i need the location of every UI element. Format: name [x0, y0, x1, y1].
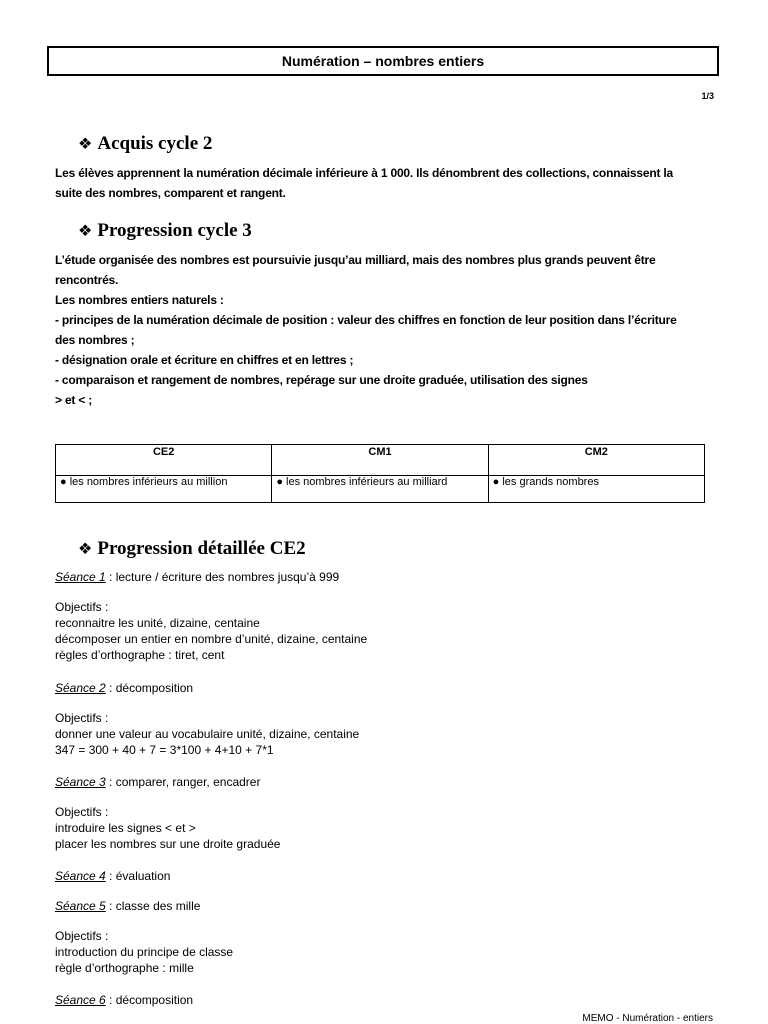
seance-text: : évaluation	[105, 869, 171, 883]
objectifs-label: Objectifs :	[55, 600, 109, 614]
paragraph-line: Les nombres entiers naturels :	[55, 293, 224, 307]
seance-label: Séance 2	[55, 681, 106, 695]
seance-5	[55, 898, 200, 914]
document-title: Numération – nombres entiers	[47, 46, 719, 76]
objectif-item: règle d’orthographe : mille	[55, 961, 194, 975]
seance-text: : comparer, ranger, encadrer	[105, 775, 261, 789]
diamond-bullet-icon: ❖	[78, 136, 93, 153]
paragraph-line: L’étude organisée des nombres est poursuivie jusqu’au milliard, mais des nombres plus grands peuvent être	[55, 253, 656, 267]
objectif-item: introduction du principe de classe	[55, 945, 234, 959]
table-cell-cm1: ● les nombres inférieurs au milliard	[272, 476, 488, 503]
paragraph-line: des nombres ;	[55, 333, 135, 347]
table-header-cm2: CM2	[488, 445, 704, 476]
objectif-item: reconnaitre les unité, dizaine, centaine	[55, 616, 260, 630]
seance-text: : lecture / écriture des nombres jusqu’à 999	[105, 570, 340, 584]
paragraph-line: rencontrés.	[55, 273, 119, 287]
table-cell-ce2: ● les nombres inférieurs au million	[56, 476, 272, 503]
seance-label: Séance 1	[55, 570, 106, 584]
table-header-ce2: CE2	[56, 445, 272, 476]
heading-progression-cycle-3	[78, 220, 252, 242]
table-header-cm1: CM1	[272, 445, 488, 476]
paragraph-line: > et < ;	[55, 393, 93, 407]
seance-label: Séance 3	[55, 775, 106, 789]
progression-table	[55, 444, 705, 503]
seance-label: Séance 4	[55, 869, 106, 883]
acquis-paragraph	[55, 163, 715, 203]
seance-6	[55, 992, 193, 1008]
seance-3	[55, 774, 260, 790]
seance-text: : décomposition	[105, 681, 194, 695]
table-cell-cm2: ● les grands nombres	[488, 476, 704, 503]
seance-4	[55, 868, 170, 884]
diamond-bullet-icon: ❖	[78, 541, 93, 558]
seance-label: Séance 5	[55, 899, 106, 913]
progression-paragraph	[55, 250, 715, 410]
paragraph-line: suite des nombres, comparent et rangent.	[55, 186, 286, 200]
heading-progression-detaillee-ce2	[78, 538, 306, 560]
table-header-row	[56, 445, 705, 476]
paragraph-line: - désignation orale et écriture en chiffres et en lettres ;	[55, 353, 354, 367]
objectif-item: règles d’orthographe : tiret, cent	[55, 648, 225, 662]
seance-2	[55, 680, 193, 696]
objectifs-label: Objectifs :	[55, 929, 109, 943]
objectifs-block-3	[55, 804, 280, 852]
objectifs-label: Objectifs :	[55, 711, 109, 725]
objectif-item: placer les nombres sur une droite graduée	[55, 837, 281, 851]
seance-text: : décomposition	[105, 993, 194, 1007]
paragraph-line: Les élèves apprennent la numération décimale inférieure à 1 000. Ils dénombrent des collections, connaissent la	[55, 166, 674, 180]
objectif-item: donner une valeur au vocabulaire unité, dizaine, centaine	[55, 727, 360, 741]
heading-text: Acquis cycle 2	[97, 133, 213, 154]
heading-text: Progression cycle 3	[97, 220, 252, 241]
objectifs-block-5	[55, 928, 233, 976]
seance-label: Séance 6	[55, 993, 106, 1007]
table-row	[56, 476, 705, 503]
diamond-bullet-icon: ❖	[78, 223, 93, 240]
objectif-item: introduire les signes < et >	[55, 821, 196, 835]
seance-1	[55, 569, 339, 585]
objectifs-label: Objectifs :	[55, 805, 109, 819]
page-number: 1/3	[701, 91, 714, 101]
heading-acquis-cycle-2	[78, 133, 212, 155]
objectifs-block-2	[55, 710, 359, 758]
seance-text: : classe des mille	[105, 899, 201, 913]
paragraph-line: - comparaison et rangement de nombres, repérage sur une droite graduée, utilisation des signes	[55, 373, 588, 387]
objectif-item: 347 = 300 + 40 + 7 = 3*100 + 4+10 + 7*1	[55, 743, 274, 757]
objectif-item: décomposer un entier en nombre d’unité, dizaine, centaine	[55, 632, 368, 646]
objectifs-block-1	[55, 599, 367, 663]
heading-text: Progression détaillée CE2	[97, 538, 306, 559]
page-footer: MEMO - Numération - entiers	[582, 1013, 713, 1024]
paragraph-line: - principes de la numération décimale de position : valeur des chiffres en fonction de leur position dans l’écriture	[55, 313, 677, 327]
